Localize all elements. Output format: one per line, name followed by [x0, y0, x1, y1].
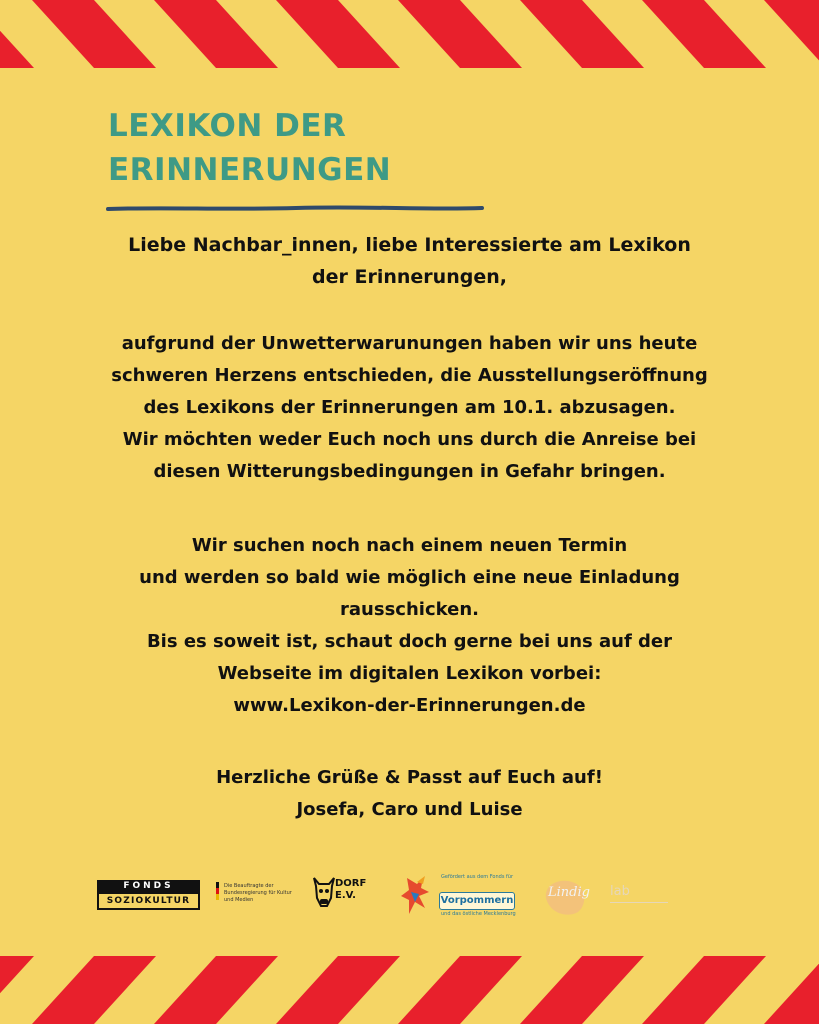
- dorf-ev-logo: [311, 870, 367, 914]
- ld-logo-lab: lab: [610, 884, 630, 899]
- paragraph-line: Webseite im digitalen Lexikon vorbei:: [217, 663, 602, 684]
- website-link[interactable]: www.Lexikon-der-Erinnerungen.de: [233, 695, 586, 716]
- greeting: [60, 229, 759, 293]
- fonds-logo-top: FONDS: [97, 880, 200, 892]
- closing: [60, 762, 759, 826]
- warning-stripe-bottom-icon: [0, 956, 819, 1024]
- ld-logo-line: [610, 902, 668, 903]
- warning-stripe-top-icon: [0, 0, 819, 68]
- closing-line-1: Herzliche Grüße & Passt auf Euch auf!: [216, 767, 603, 788]
- announcement-paragraph: [60, 328, 759, 488]
- cow-head-icon: [311, 874, 337, 910]
- greeting-line-2: der Erinnerungen,: [312, 266, 507, 288]
- bundesregierung-logo: [216, 880, 296, 904]
- paragraph-line: rausschicken.: [340, 599, 479, 620]
- title-line-2: ERINNERUNGEN: [108, 152, 392, 188]
- title-line-1: LEXIKON DER: [108, 108, 347, 144]
- bund-logo-text: Die Beauftragte der Bundesregierung für Kultur und Medien: [224, 883, 292, 903]
- paragraph-line: des Lexikons der Erinnerungen am 10.1. abzusagen.: [143, 397, 676, 418]
- paragraph-line: Wir möchten weder Euch noch uns durch die Anreise bei: [122, 429, 697, 450]
- ld-lab-logo: [540, 874, 670, 918]
- greeting-line-1: Liebe Nachbar_innen, liebe Interessierte am Lexikon: [128, 234, 691, 256]
- followup-paragraph: [60, 530, 759, 722]
- german-flag-icon: [216, 882, 219, 900]
- fonds-logo-bottom: SOZIOKULTUR: [97, 892, 200, 910]
- vorp-logo-bottom: und das östliche Mecklenburg: [441, 911, 516, 917]
- vorpommern-fonds-logo: [399, 874, 519, 918]
- griffin-icon: [399, 874, 437, 918]
- title-underline-icon: [106, 202, 484, 216]
- ld-logo-script: Lindig: [548, 885, 590, 900]
- fonds-soziokultur-logo: [97, 880, 200, 910]
- page-title: [108, 104, 391, 192]
- paragraph-line: aufgrund der Unwetterwarunungen haben wir uns heute: [121, 333, 698, 354]
- paragraph-line: und werden so bald wie möglich eine neue Einladung: [139, 567, 680, 588]
- vorp-logo-main: Vorpommern: [439, 892, 515, 910]
- signature: Josefa, Caro und Luise: [296, 799, 523, 820]
- paragraph-line: Bis es soweit ist, schaut doch gerne bei uns auf der: [146, 631, 673, 652]
- paragraph-line: Wir suchen noch nach einem neuen Termin: [191, 535, 628, 556]
- paragraph-line: schweren Herzens entschieden, die Ausstellungseröffnung: [111, 365, 708, 386]
- vorp-logo-top: Gefördert aus dem Fonds für: [441, 874, 514, 880]
- paragraph-line: diesen Witterungsbedingungen in Gefahr bringen.: [153, 461, 666, 482]
- dorf-logo-text: DORF E.V.: [335, 878, 367, 901]
